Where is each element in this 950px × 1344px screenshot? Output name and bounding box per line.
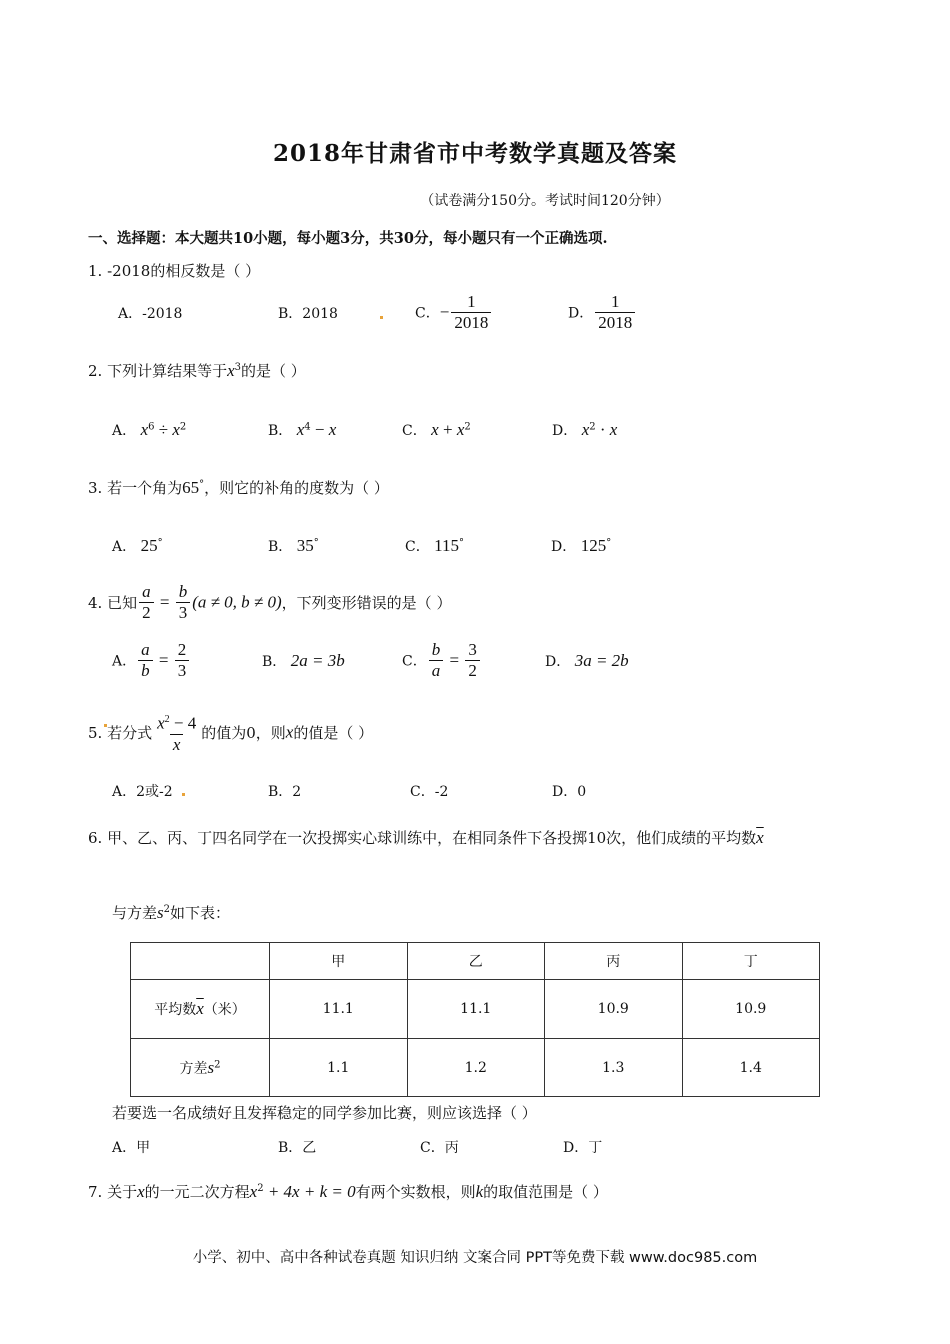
q5-option-d: D．0 [552, 784, 587, 800]
q5-option-c: C．-2 [410, 784, 449, 800]
q3-option-a: A． 25° [112, 536, 163, 555]
table-cell: 1.3 [545, 1039, 683, 1097]
question-2-stem: 2. 下列计算结果等于$x^3$的是（ ） [88, 361, 306, 380]
table-cell: 1.2 [407, 1039, 545, 1097]
q2-option-a: A． $x^6 \div x^2$ [112, 420, 187, 439]
row-label-mean: 平均数$\overline{x}$（米） [131, 980, 270, 1039]
q5-option-a: A．2或-2 [112, 784, 173, 800]
q3-option-d: D． 125° [551, 536, 612, 555]
question-7-stem: 7. 关于x的一元二次方程$x^2 + 4x + k = 0$有两个实数根，则k的取值范围是（ ） [88, 1182, 608, 1201]
table-header: 丙 [545, 943, 683, 980]
q4-option-a: A． $\frac{a}{b}$ = $\frac{2}{3}$ [112, 640, 191, 681]
q4-option-c: C． $\frac{b}{a}$ = $\frac{3}{2}$ [402, 640, 482, 681]
table-cell: 1.4 [682, 1039, 820, 1097]
question-5-stem: 5. 若分式 $\frac{x^2 - 4}{x}$ 的值为0，则x的值是（ ） [88, 713, 374, 754]
section-heading: 一、选择题：本大题共10小题，每小题3分，共30分，每小题只有一个正确选项. [88, 230, 608, 247]
table-header: 丁 [682, 943, 820, 980]
q2-option-d: D． $x^2 \cdot x$ [552, 420, 618, 439]
table-cell: 11.1 [407, 980, 545, 1039]
decorative-dot [380, 316, 383, 319]
q3-option-b: B． 35° [268, 536, 319, 555]
table-cell: 11.1 [270, 980, 408, 1039]
q6-option-b: B．乙 [278, 1140, 317, 1156]
q4-option-b: B． 2a = 3b [262, 651, 345, 670]
exam-info: （试卷满分150分。考试时间120分钟） [420, 193, 670, 209]
table-corner-cell [131, 943, 270, 980]
page-title: 2018年甘肃省市中考数学真题及答案 [272, 140, 677, 167]
table-cell: 10.9 [545, 980, 683, 1039]
q5-option-b: B．2 [268, 784, 302, 800]
q4-option-d: D． 3a = 2b [545, 651, 629, 670]
table-header: 乙 [407, 943, 545, 980]
q2-option-b: B． $x^4 - x$ [268, 420, 337, 439]
footer-watermark: 小学、初中、高中各种试卷真题 知识归纳 文案合同 PPT等免费下载 www.doc985.com [192, 1250, 758, 1266]
q1-option-c: C．− $\frac{1}{2018}$ [415, 292, 493, 333]
question-6-stem: 6. 甲、乙、丙、丁四名同学在一次投掷实心球训练中，在相同条件下各投掷10次，他们成绩的平均数$\overline{x}$ [88, 828, 764, 847]
score-table [130, 942, 820, 1097]
question-1-stem: 1. -2018的相反数是（ ） [88, 262, 261, 280]
q6-option-d: D．丁 [563, 1140, 603, 1156]
table-header: 甲 [270, 943, 408, 980]
question-6-prompt: 若要选一名成绩好且发挥稳定的同学参加比赛，则应该选择（ ） [112, 1104, 537, 1122]
decorative-dot [182, 793, 185, 796]
q3-option-c: C． 115° [405, 536, 465, 555]
q1-option-b: B．2018 [278, 306, 338, 322]
q2-option-c: C． $x + x^2$ [402, 420, 471, 439]
question-6-line2: 与方差$s^2$如下表： [112, 903, 231, 922]
q6-option-a: A．甲 [112, 1140, 151, 1156]
row-label-variance: 方差$s^2$ [131, 1039, 270, 1097]
q6-option-c: C．丙 [420, 1140, 459, 1156]
question-3-stem: 3. 若一个角为65°，则它的补角的度数为（ ） [88, 478, 389, 497]
question-4-stem: 4. 已知 $\frac{a}{2}$ = $\frac{b}{3}$ (a ≠ 0, b ≠ 0)，下列变形错误的是（ ） [88, 582, 452, 622]
q1-option-a: A．-2018 [118, 306, 183, 322]
table-cell: 1.1 [270, 1039, 408, 1097]
q1-option-d: D． $\frac{1}{2018}$ [568, 292, 637, 333]
table-cell: 10.9 [682, 980, 820, 1039]
